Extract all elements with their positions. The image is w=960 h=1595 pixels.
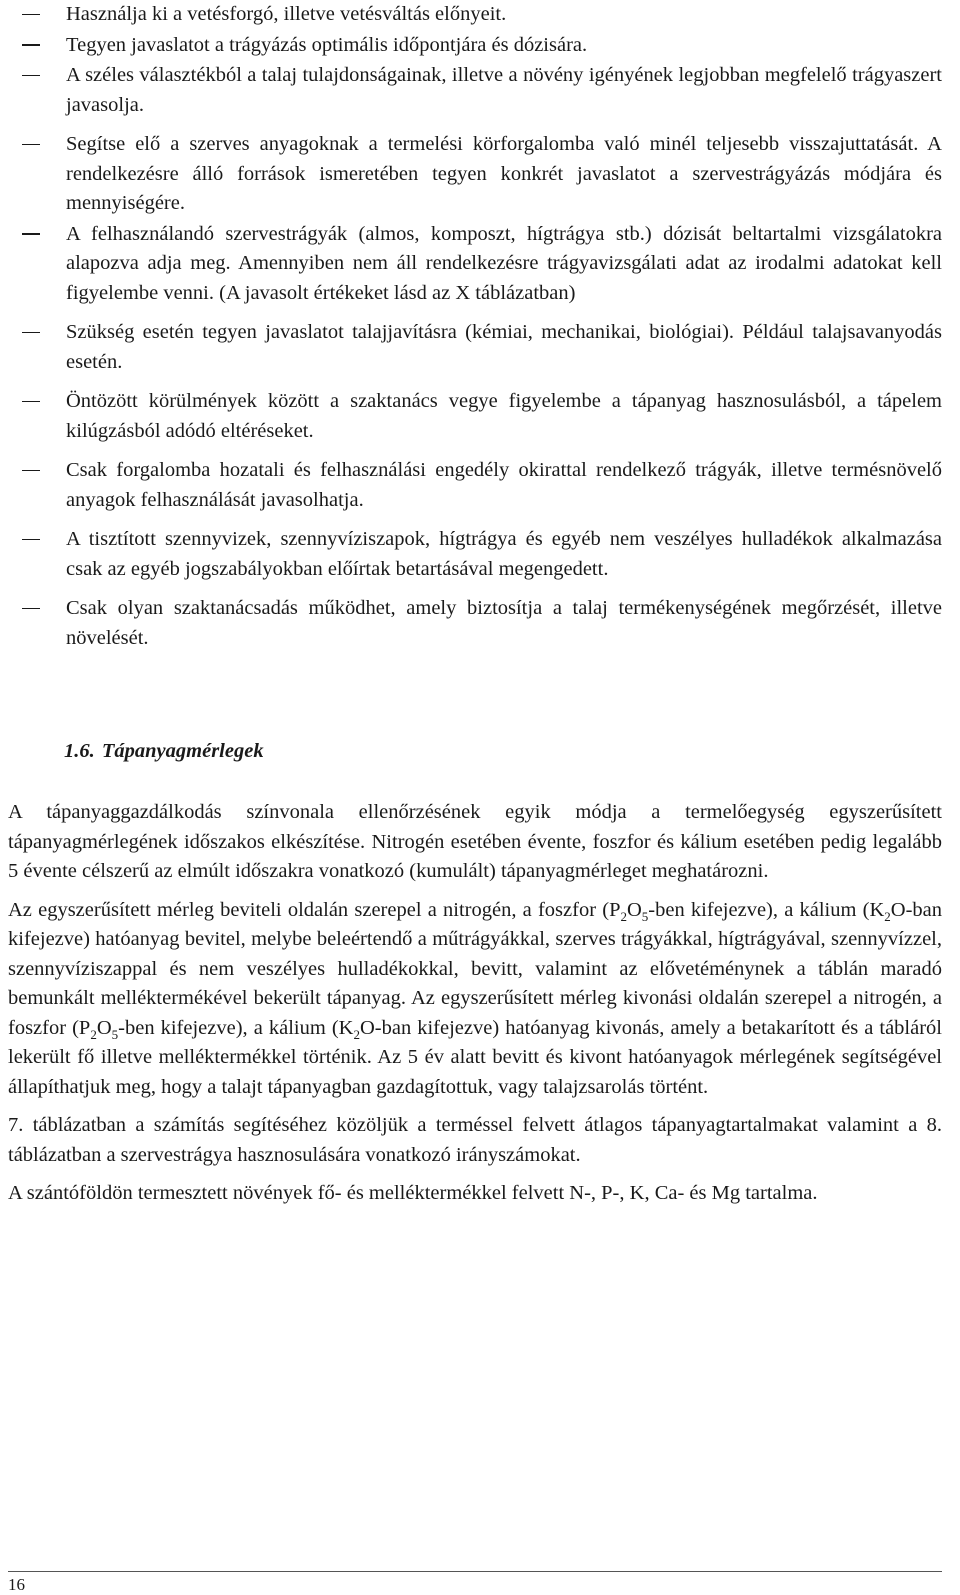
list-item: [20, 456, 942, 515]
list-item: [20, 594, 942, 653]
list-item-text: Használja ki a vetésforgó, illetve vetésváltás előnyeit.: [66, 3, 507, 25]
list-item-text: Csak forgalomba hozatali és felhasználási engedély okirattal rendelkező trágyák, illetve termésnövelő anyagok felhasználását javasolhatja.: [66, 459, 942, 511]
paragraph-tables: 7. táblázatban a számítás segítéséhez közöljük a terméssel felvett átlagos tápanyagtartalmakat valamint a 8. táblázatban a szervestrágya hasznosulására vonatkozó irányszámokat.: [8, 1114, 942, 1166]
dash-icon: [20, 130, 66, 219]
list-item-text: Csak olyan szaktanácsadás működhet, amely biztosítja a talaj termékenységének megőrzését, illetve növelését.: [66, 597, 942, 649]
list-item-text: Szükség esetén tegyen javaslatot talajjavításra (kémiai, mechanikai, biológiai). Például talajsavanyodás esetén.: [66, 321, 942, 373]
dash-icon: [20, 387, 66, 446]
paragraph-intro: A tápanyaggazdálkodás színvonala ellenőrzésének egyik módja a termelőegység egyszerűsített tápanyagmérlegének időszakos elkészítése. Nitrogén esetében évente, foszfor és kálium esetében pedig legalább 5 évente célszerű az elmúlt időszakra vonatkozó (kumulált) tápanyagmérleget meghatározni.: [8, 801, 942, 882]
list-item: [20, 61, 942, 120]
list-item-text: A széles választékból a talaj tulajdonságainak, illetve a növény igényének legjobban megfelelő trágyaszert javasolja.: [66, 64, 942, 116]
dash-icon: [20, 61, 66, 120]
list-item-text: A felhasználandó szervestrágyák (almos, komposzt, hígtrágya stb.) dózisát beltartalmi vizsgálatokra alapozva adja meg. Amennyiben nem áll rendelkezésre trágyavizsgálati adat az irodalmi adatokat kell figyelembe venni. (A javasolt értékeket lásd az X táblázatban): [66, 222, 942, 304]
footer-divider: [8, 1571, 942, 1572]
list-item-text: Öntözött körülmények között a szaktanács vegye figyelembe a tápanyag hasznosulásból, a tápelem kilúgzásból adódó eltéréseket.: [66, 390, 942, 442]
list-item: [20, 318, 942, 377]
dash-icon: [20, 31, 66, 61]
list-item-text: Tegyen javaslatot a trágyázás optimális időpontjára és dózisára.: [66, 33, 588, 56]
dash-icon: [20, 456, 66, 515]
dash-icon: [20, 0, 66, 30]
dash-icon: [20, 318, 66, 377]
list-item: [20, 0, 942, 30]
section-heading: 1.6. Tápanyagmérlegek: [64, 740, 264, 762]
list-item: [20, 387, 942, 446]
section-body: [8, 798, 942, 1218]
paragraph-caption: A szántóföldön termesztett növények fő- és melléktermékkel felvett N-, P-, K, Ca- és Mg tartalma.: [8, 1182, 818, 1204]
dash-icon: [20, 525, 66, 584]
dash-icon: [20, 594, 66, 653]
list-item: [20, 31, 942, 61]
list-item: [20, 220, 942, 309]
page-number: 16: [8, 1575, 25, 1594]
list-item-text: Segítse elő a szerves anyagoknak a termelési körforgalomba való minél teljesebb visszajuttatását. A rendelkezésre álló források ismeretében tegyen konkrét javaslatot a szervestrágyázás módjára és mennyiségére.: [66, 133, 942, 214]
list-item: [20, 525, 942, 584]
bullet-list: [20, 0, 942, 663]
dash-icon: [20, 220, 66, 309]
paragraph-balance: Az egyszerűsített mérleg beviteli oldalán szerepel a nitrogén, a foszfor ($P_2O_5$-ben kifejezve), a kálium ($K_2O$-ban kifejezve) hatóanyag bevitel, melybe beleértendő a műtrágyákkal, szerves trágyákkal, hígtrágyával, szennyvízzel, szennyvíziszappal és nem veszélyes hulladékokkal, bevitt, valamint az elővetéménynek a táblán maradó bemunkált melléktermékével bekerült tápanyag. Az egyszerűsített mérleg kivonási oldalán szerepel a nitrogén, a foszfor ($P_2O_5$-ben kifejezve), a kálium ($K_2O$-ban kifejezve) hatóanyag kivonás, amely a betakarított és a tábláról lekerült fő illetve melléktermékkel történik. Az 5 év alatt bevitt és kivont hatóanyagok mérlegének segítségével állapíthatjuk meg, hogy a talajt tápanyagban gazdagítottuk, vagy talajzsarolás történt.: [8, 898, 943, 1098]
list-item-text: A tisztított szennyvizek, szennyvíziszapok, hígtrágya és egyéb nem veszélyes hulladékok alkalmazása csak az egyéb jogszabályokban előírtak betartásával megengedett.: [66, 528, 942, 580]
list-item: [20, 130, 942, 219]
